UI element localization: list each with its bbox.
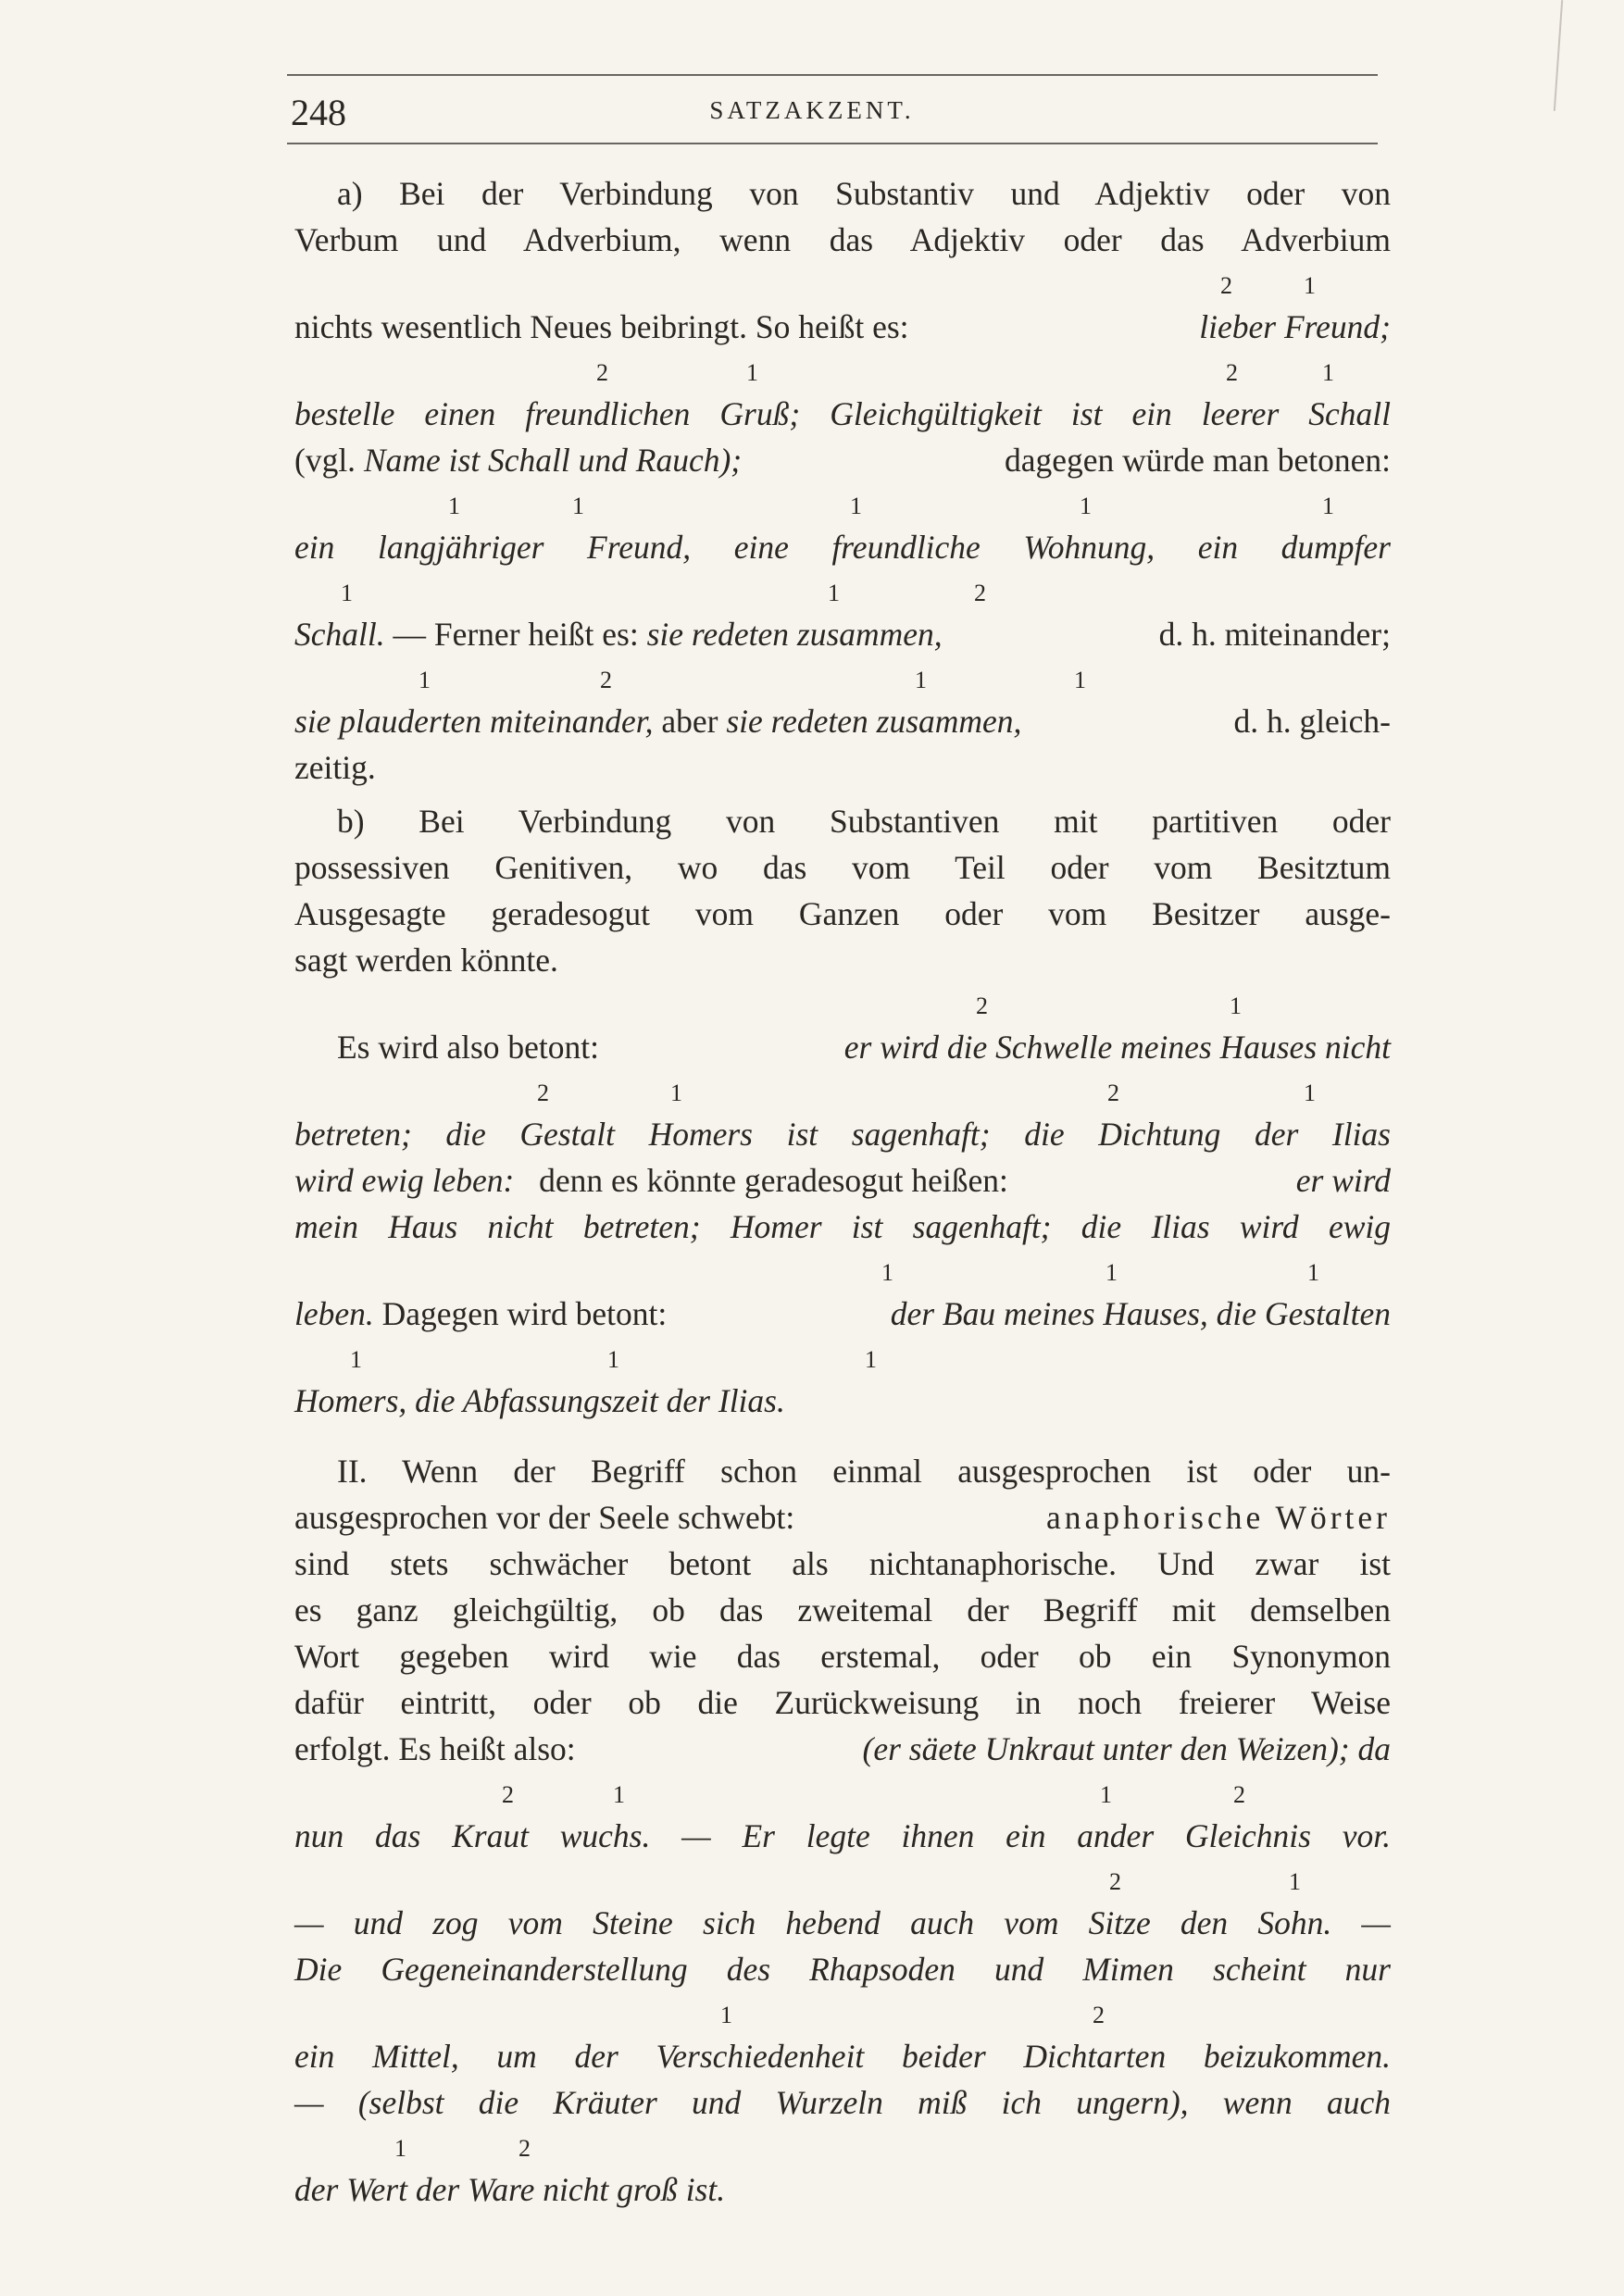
text-line (294, 611, 1391, 657)
text-line (294, 698, 1391, 744)
text-span: sie plauderten miteinander, (294, 703, 654, 740)
text-line (294, 437, 1391, 483)
accent-row (294, 657, 1391, 698)
text-span: Ausgesagte geradesogut vom Ganzen oder vom Besitzer ausge- (294, 895, 1391, 932)
accent-row (294, 263, 1391, 304)
accent-mark: 1 (881, 1259, 893, 1286)
text-span: Verbum und Adverbium, wenn das Adjektiv oder das Adverbium (294, 221, 1391, 258)
text-span: (vgl. (294, 442, 356, 479)
text-line (294, 1587, 1391, 1633)
scan-edge-mark (1554, 0, 1563, 111)
text-line (294, 1157, 1391, 1204)
text-span: Homers, die Abfassungszeit der Ilias. (294, 1382, 785, 1419)
accent-mark: 1 (1080, 493, 1092, 519)
text-line (294, 1633, 1391, 1679)
accent-mark: 1 (865, 1346, 877, 1373)
text-span: dafür eintritt, oder ob die Zurückweisung in noch freierer Weise (294, 1684, 1391, 1721)
page-number: 248 (291, 92, 346, 133)
accent-row (294, 1337, 1391, 1378)
text-span: sind stets schwächer betont als nichtanaphorische. Und zwar ist (294, 1545, 1391, 1582)
accent-mark: 1 (1230, 992, 1242, 1019)
running-title: SATZAKZENT. (709, 96, 915, 124)
accent-mark: 1 (350, 1346, 362, 1373)
text-line (294, 1291, 1391, 1337)
text-span: — (selbst die Kräuter und Wurzeln miß ich ungern), wenn auch (294, 2084, 1391, 2121)
text-line (294, 1900, 1391, 1946)
text-line (294, 844, 1391, 891)
accent-mark: 1 (572, 493, 584, 519)
accent-mark: 1 (828, 580, 840, 606)
accent-mark: 1 (1304, 272, 1316, 299)
text-line (294, 1378, 1391, 1424)
accent-row (294, 2126, 1391, 2166)
paragraph-gap (294, 1424, 1391, 1448)
text-line (294, 170, 1391, 217)
text-span: wird ewig leben: (294, 1162, 515, 1199)
accent-mark: 2 (974, 580, 986, 606)
text-span: Die Gegeneinanderstellung des Rhapsoden und Mimen scheint nur (294, 1951, 1391, 1988)
text-line (294, 891, 1391, 937)
text-span: Dagegen wird betont: (381, 1295, 668, 1332)
text-span: lieber Freund; (1199, 308, 1391, 345)
text-span: sie redeten zusammen, (646, 616, 943, 653)
text-span: nichts wesentlich Neues beibringt. So heißt es: (294, 308, 909, 345)
text-line (294, 1111, 1391, 1157)
accent-row (294, 1070, 1391, 1111)
text-span: Es wird also betont: (337, 1029, 599, 1066)
text-span: (er säete Unkraut unter den Weizen); da (862, 1730, 1391, 1767)
accent-mark: 1 (1322, 359, 1334, 386)
text-span: sie redeten zusammen, (726, 703, 1022, 740)
text-line (294, 1541, 1391, 1587)
text-span: ein Mittel, um der Verschiedenheit beider Dichtarten beizukommen. (294, 2038, 1391, 2075)
accent-row (294, 1250, 1391, 1291)
accent-mark: 1 (418, 667, 431, 693)
text-span: — Ferner heißt es: (384, 616, 639, 653)
text-span: b) Bei Verbindung von Substantiven mit partitiven oder (337, 803, 1391, 840)
accent-mark: 1 (746, 359, 758, 386)
text-line (294, 937, 1391, 983)
text-line (294, 1946, 1391, 1992)
text-span: er wird (1295, 1162, 1391, 1199)
accent-row (294, 1772, 1391, 1813)
accent-row (294, 483, 1391, 524)
accent-mark: 2 (1226, 359, 1238, 386)
text-span: dagegen würde man betonen: (1005, 442, 1391, 479)
accent-row (294, 1859, 1391, 1900)
accent-mark: 1 (1100, 1781, 1112, 1808)
text-line (294, 217, 1391, 263)
accent-mark: 1 (341, 580, 353, 606)
text-line (294, 304, 1391, 350)
text-line (294, 744, 1391, 791)
accent-mark: 1 (1322, 493, 1334, 519)
text-span: II. Wenn der Begriff schon einmal ausgesprochen ist oder un- (337, 1453, 1391, 1490)
accent-mark: 1 (915, 667, 927, 693)
accent-mark: 2 (976, 992, 988, 1019)
accent-mark: 2 (1107, 1079, 1119, 1106)
text-span: mein Haus nicht betreten; Homer ist sagenhaft; die Ilias wird ewig (294, 1208, 1391, 1245)
accent-row (294, 983, 1391, 1024)
text-span: ein langjähriger Freund, eine freundliche Wohnung, ein dumpfer (294, 529, 1391, 566)
text-span: er wird die Schwelle meines Hauses nicht (843, 1029, 1391, 1066)
text-line (294, 2079, 1391, 2126)
text-span: zeitig. (294, 749, 376, 786)
text-span: der Wert der Ware nicht groß ist. (294, 2171, 726, 2208)
accent-mark: 1 (613, 1781, 625, 1808)
accent-mark: 1 (1304, 1079, 1316, 1106)
text-span: d. h. gleich- (1233, 703, 1391, 740)
accent-mark: 2 (596, 359, 608, 386)
text-line (294, 524, 1391, 570)
text-line (294, 1813, 1391, 1859)
header-rule-bottom (287, 143, 1378, 144)
accent-mark: 2 (1093, 2002, 1105, 2028)
accent-mark: 1 (448, 493, 460, 519)
paragraph-gap (294, 791, 1391, 798)
text-line (294, 1204, 1391, 1250)
text-line (294, 1448, 1391, 1494)
page-body (294, 170, 1391, 2213)
text-line (294, 1024, 1391, 1070)
text-line (294, 798, 1391, 844)
accent-mark: 1 (720, 2002, 732, 2028)
text-span: sagt werden könnte. (294, 942, 558, 979)
accent-mark: 1 (850, 493, 862, 519)
accent-row (294, 1992, 1391, 2033)
header-rule-top (287, 74, 1378, 76)
text-span: anaphorische Wörter (1045, 1499, 1391, 1536)
accent-mark: 1 (394, 2135, 406, 2162)
accent-mark: 1 (1307, 1259, 1319, 1286)
text-span: ausgesprochen vor der Seele schwebt: (294, 1499, 795, 1536)
accent-mark: 2 (1220, 272, 1232, 299)
text-span: aber (661, 703, 718, 740)
text-line (294, 391, 1391, 437)
accent-mark: 1 (1074, 667, 1086, 693)
text-span: Wort gegeben wird wie das erstemal, oder ob ein Synonymon (294, 1638, 1391, 1675)
text-span: Name ist Schall und Rauch); (363, 442, 743, 479)
text-span: es ganz gleichgültig, ob das zweitemal der Begriff mit demselben (294, 1591, 1391, 1628)
text-line (294, 2033, 1391, 2079)
accent-mark: 1 (1106, 1259, 1118, 1286)
accent-mark: 2 (502, 1781, 514, 1808)
accent-row (294, 350, 1391, 391)
accent-mark: 2 (600, 667, 612, 693)
text-span: bestelle einen freundlichen Gruß; Gleichgültigkeit ist ein leerer Schall (294, 395, 1391, 432)
text-span: possessiven Genitiven, wo das vom Teil oder vom Besitztum (294, 849, 1391, 886)
text-line (294, 1494, 1391, 1541)
text-span: denn es könnte geradesogut heißen: (539, 1162, 1008, 1199)
text-span: Schall. (294, 616, 385, 653)
accent-mark: 1 (670, 1079, 682, 1106)
accent-row (294, 570, 1391, 611)
text-line (294, 2166, 1391, 2213)
accent-mark: 1 (1289, 1868, 1301, 1895)
text-line (294, 1679, 1391, 1726)
text-span: nun das Kraut wuchs. — Er legte ihnen ein ander Gleichnis vor. (294, 1817, 1391, 1854)
text-span: a) Bei der Verbindung von Substantiv und Adjektiv oder von (337, 175, 1391, 212)
text-span: d. h. miteinander; (1158, 616, 1391, 653)
text-line (294, 1726, 1391, 1772)
text-span: der Bau meines Hauses, die Gestalten (890, 1295, 1391, 1332)
text-span: — und zog vom Steine sich hebend auch vom Sitze den Sohn. — (294, 1904, 1391, 1941)
accent-mark: 2 (1109, 1868, 1121, 1895)
accent-mark: 2 (518, 2135, 531, 2162)
accent-mark: 1 (607, 1346, 619, 1373)
text-span: leben. (294, 1295, 374, 1332)
accent-mark: 2 (1233, 1781, 1245, 1808)
text-span: betreten; die Gestalt Homers ist sagenhaft; die Dichtung der Ilias (294, 1116, 1391, 1153)
text-span: erfolgt. Es heißt also: (294, 1730, 576, 1767)
accent-mark: 2 (537, 1079, 549, 1106)
